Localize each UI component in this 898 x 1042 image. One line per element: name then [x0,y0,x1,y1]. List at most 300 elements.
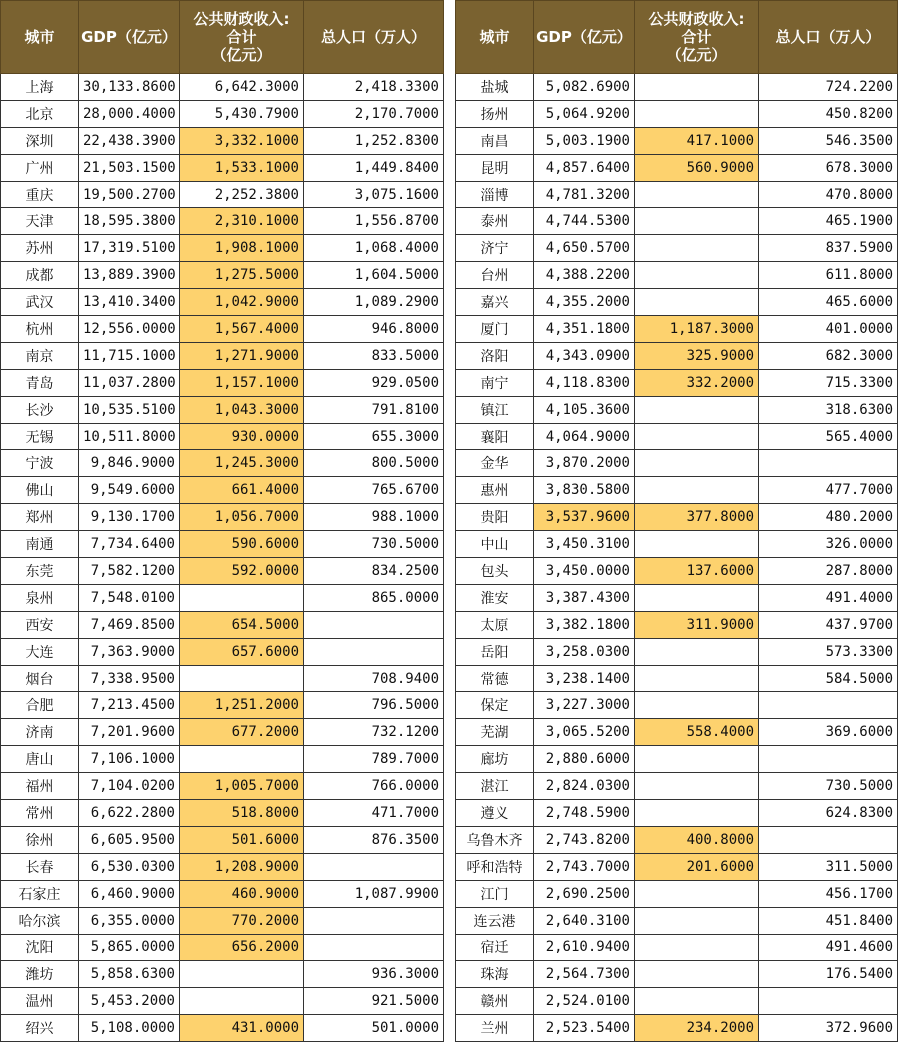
cell-city: 呼和浩特 [456,853,534,880]
cell-population: 491.4600 [759,934,898,961]
cell-population: 1,556.8700 [304,208,444,235]
table-row [1,369,444,396]
cell-population: 678.3000 [759,154,898,181]
cell-city: 福州 [1,773,79,800]
cell-city: 深圳 [1,127,79,154]
cell-revenue: 590.6000 [180,531,304,558]
table-header-row [456,1,898,74]
table-row [456,880,898,907]
cell-gdp: 12,556.0000 [79,316,180,343]
cell-population: 988.1000 [304,504,444,531]
cell-revenue [635,100,759,127]
table-body-left [1,74,444,1042]
cell-gdp: 7,201.9600 [79,719,180,746]
cell-revenue: 311.9000 [635,611,759,638]
cell-population [759,450,898,477]
cell-city: 南通 [1,531,79,558]
cell-population: 546.3500 [759,127,898,154]
cell-revenue [635,880,759,907]
cell-revenue: 1,908.1000 [180,235,304,262]
cell-population [304,638,444,665]
cell-gdp: 4,064.9000 [534,423,635,450]
table-row [1,853,444,880]
cell-revenue [635,934,759,961]
table-row [1,504,444,531]
cell-city: 合肥 [1,692,79,719]
cell-gdp: 3,450.3100 [534,531,635,558]
cell-population: 501.0000 [304,1015,444,1042]
cell-gdp: 2,524.0100 [534,988,635,1015]
table-row [456,369,898,396]
cell-city: 洛阳 [456,342,534,369]
cell-population: 2,418.3300 [304,74,444,101]
table-row [1,907,444,934]
cell-population: 796.5000 [304,692,444,719]
cell-population: 837.5900 [759,235,898,262]
cell-population: 1,087.9900 [304,880,444,907]
cell-revenue [635,746,759,773]
cell-city: 长春 [1,853,79,880]
cell-population: 491.4000 [759,584,898,611]
cell-city: 郑州 [1,504,79,531]
cell-population: 565.4000 [759,423,898,450]
cell-revenue: 1,042.9000 [180,289,304,316]
cell-revenue [635,450,759,477]
table-row [456,235,898,262]
cell-population: 401.0000 [759,316,898,343]
cell-population: 865.0000 [304,584,444,611]
cell-population: 624.8300 [759,800,898,827]
cell-gdp: 3,065.5200 [534,719,635,746]
cell-revenue [635,235,759,262]
cell-gdp: 11,037.2800 [79,369,180,396]
cell-population: 318.6300 [759,396,898,423]
cell-gdp: 7,469.8500 [79,611,180,638]
cell-gdp: 17,319.5100 [79,235,180,262]
cell-revenue: 656.2000 [180,934,304,961]
cell-revenue [635,531,759,558]
cell-gdp: 28,000.4000 [79,100,180,127]
cell-city: 武汉 [1,289,79,316]
cell-population: 176.5400 [759,961,898,988]
cell-revenue [180,988,304,1015]
cell-gdp: 2,610.9400 [534,934,635,961]
cell-population: 372.9600 [759,1015,898,1042]
cell-revenue [635,74,759,101]
cell-revenue: 1,251.2000 [180,692,304,719]
table-row [456,531,898,558]
cell-revenue: 770.2000 [180,907,304,934]
table-row [1,692,444,719]
table-row [1,800,444,827]
cell-population: 1,068.4000 [304,235,444,262]
cell-population: 450.8200 [759,100,898,127]
cell-gdp: 4,744.5300 [534,208,635,235]
cell-revenue: 1,275.5000 [180,262,304,289]
cell-revenue [635,800,759,827]
cell-population: 477.7000 [759,477,898,504]
header-city: 城市 [1,1,79,74]
cell-gdp: 5,453.2000 [79,988,180,1015]
table-row [1,665,444,692]
cell-city: 杭州 [1,316,79,343]
table-row [456,477,898,504]
table-row [1,719,444,746]
table-row [1,746,444,773]
table-row [1,154,444,181]
cell-revenue: 400.8000 [635,826,759,853]
cell-revenue: 2,252.3800 [180,181,304,208]
cell-revenue: 1,157.1000 [180,369,304,396]
cell-population: 326.0000 [759,531,898,558]
cell-revenue: 1,567.4000 [180,316,304,343]
cell-gdp: 5,082.6900 [534,74,635,101]
cell-revenue: 657.6000 [180,638,304,665]
cell-population: 682.3000 [759,342,898,369]
cell-revenue: 558.4000 [635,719,759,746]
cell-city: 烟台 [1,665,79,692]
cell-revenue [635,477,759,504]
cell-gdp: 3,382.1800 [534,611,635,638]
cell-population: 287.8000 [759,558,898,585]
cell-revenue: 417.1000 [635,127,759,154]
table-row [1,235,444,262]
table-row [1,262,444,289]
cell-revenue [635,961,759,988]
cell-revenue: 930.0000 [180,423,304,450]
cell-revenue: 592.0000 [180,558,304,585]
cell-population: 655.3000 [304,423,444,450]
cell-gdp: 6,355.0000 [79,907,180,934]
cell-population: 1,089.2900 [304,289,444,316]
cell-population: 465.6000 [759,289,898,316]
cell-city: 嘉兴 [456,289,534,316]
cell-population [304,907,444,934]
cell-population [759,692,898,719]
cell-revenue [635,181,759,208]
cell-population: 876.3500 [304,826,444,853]
table-row [1,450,444,477]
table-row [1,638,444,665]
cell-city: 盐城 [456,74,534,101]
cell-city: 徐州 [1,826,79,853]
table-body-right [456,74,898,1042]
cell-city: 南京 [1,342,79,369]
cell-revenue [180,746,304,773]
cell-gdp: 21,503.1500 [79,154,180,181]
table-row [456,100,898,127]
cell-city: 哈尔滨 [1,907,79,934]
cell-revenue [635,262,759,289]
cell-city: 湛江 [456,773,534,800]
cell-gdp: 2,743.8200 [534,826,635,853]
cell-gdp: 13,410.3400 [79,289,180,316]
table-row [456,450,898,477]
cell-gdp: 7,582.1200 [79,558,180,585]
table-row [456,342,898,369]
table-row [1,584,444,611]
table-row [456,826,898,853]
cell-gdp: 18,595.3800 [79,208,180,235]
cell-population: 465.1900 [759,208,898,235]
cell-gdp: 5,064.9200 [534,100,635,127]
cell-population: 936.3000 [304,961,444,988]
table-row [456,396,898,423]
table-row [456,154,898,181]
cell-revenue: 677.2000 [180,719,304,746]
cell-city: 沈阳 [1,934,79,961]
cell-revenue: 1,005.7000 [180,773,304,800]
table-row [456,289,898,316]
cell-population: 584.5000 [759,665,898,692]
cell-revenue [635,423,759,450]
cell-city: 南宁 [456,369,534,396]
table-row [1,826,444,853]
cell-population: 724.2200 [759,74,898,101]
cell-gdp: 5,003.1900 [534,127,635,154]
cell-gdp: 5,858.6300 [79,961,180,988]
cell-city: 无锡 [1,423,79,450]
table-row [456,74,898,101]
cell-revenue: 1,208.9000 [180,853,304,880]
cell-city: 宁波 [1,450,79,477]
table-row [1,477,444,504]
cell-population [759,988,898,1015]
cell-population: 833.5000 [304,342,444,369]
table-row [456,800,898,827]
cell-revenue: 661.4000 [180,477,304,504]
cell-city: 佛山 [1,477,79,504]
table-row [456,961,898,988]
header-city: 城市 [456,1,534,74]
header-gdp: GDP（亿元） [534,1,635,74]
cell-gdp: 3,870.2000 [534,450,635,477]
cell-gdp: 30,133.8600 [79,74,180,101]
cell-gdp: 6,622.2800 [79,800,180,827]
cell-city: 唐山 [1,746,79,773]
cell-gdp: 4,857.6400 [534,154,635,181]
cell-revenue: 501.6000 [180,826,304,853]
cell-revenue: 5,430.7900 [180,100,304,127]
city-data-table-right [455,0,898,1042]
cell-population: 573.3300 [759,638,898,665]
cell-revenue: 1,245.3000 [180,450,304,477]
cell-revenue: 234.2000 [635,1015,759,1042]
cell-gdp: 9,549.6000 [79,477,180,504]
cell-city: 广州 [1,154,79,181]
cell-gdp: 2,640.3100 [534,907,635,934]
cell-population: 730.5000 [304,531,444,558]
cell-gdp: 2,824.0300 [534,773,635,800]
cell-revenue: 377.8000 [635,504,759,531]
left-table-panel [0,0,444,1042]
cell-gdp: 3,450.0000 [534,558,635,585]
cell-gdp: 7,734.6400 [79,531,180,558]
cell-city: 金华 [456,450,534,477]
cell-city: 成都 [1,262,79,289]
cell-city: 石家庄 [1,880,79,907]
cell-population: 470.8000 [759,181,898,208]
cell-gdp: 2,523.5400 [534,1015,635,1042]
cell-gdp: 4,105.3600 [534,396,635,423]
cell-city: 重庆 [1,181,79,208]
cell-city: 芜湖 [456,719,534,746]
cell-city: 天津 [1,208,79,235]
table-row [456,638,898,665]
cell-gdp: 3,238.1400 [534,665,635,692]
cell-revenue: 201.6000 [635,853,759,880]
cell-population [304,934,444,961]
cell-city: 包头 [456,558,534,585]
table-row [1,1015,444,1042]
cell-revenue: 137.6000 [635,558,759,585]
table-row [456,208,898,235]
table-row [456,934,898,961]
cell-city: 长沙 [1,396,79,423]
cell-revenue: 325.9000 [635,342,759,369]
header-revenue: 公共财政收入: 合计 （亿元） [635,1,759,74]
table-row [1,988,444,1015]
cell-gdp: 13,889.3900 [79,262,180,289]
cell-gdp: 4,650.5700 [534,235,635,262]
cell-city: 岳阳 [456,638,534,665]
table-row [1,181,444,208]
cell-gdp: 3,227.3000 [534,692,635,719]
cell-revenue [635,289,759,316]
cell-gdp: 10,535.5100 [79,396,180,423]
cell-city: 扬州 [456,100,534,127]
table-row [456,504,898,531]
cell-city: 淮安 [456,584,534,611]
cell-gdp: 10,511.8000 [79,423,180,450]
cell-population: 834.2500 [304,558,444,585]
header-population: 总人口（万人） [759,1,898,74]
table-row [1,531,444,558]
cell-population: 369.6000 [759,719,898,746]
cell-population: 946.8000 [304,316,444,343]
cell-gdp: 7,213.4500 [79,692,180,719]
cell-revenue: 654.5000 [180,611,304,638]
cell-revenue [180,961,304,988]
cell-city: 常州 [1,800,79,827]
cell-revenue [635,396,759,423]
cell-gdp: 5,108.0000 [79,1015,180,1042]
table-row [456,719,898,746]
cell-city: 温州 [1,988,79,1015]
cell-gdp: 7,548.0100 [79,584,180,611]
cell-city: 襄阳 [456,423,534,450]
table-row [456,316,898,343]
cell-city: 厦门 [456,316,534,343]
table-row [1,127,444,154]
table-row [1,316,444,343]
cell-gdp: 2,748.5900 [534,800,635,827]
cell-revenue: 460.9000 [180,880,304,907]
cell-population [759,746,898,773]
cell-gdp: 4,781.3200 [534,181,635,208]
table-row [456,773,898,800]
cell-city: 廊坊 [456,746,534,773]
cell-revenue: 560.9000 [635,154,759,181]
cell-city: 中山 [456,531,534,558]
cell-gdp: 9,130.1700 [79,504,180,531]
table-row [1,342,444,369]
cell-city: 上海 [1,74,79,101]
cell-gdp: 9,846.9000 [79,450,180,477]
table-row [456,746,898,773]
table-row [1,289,444,316]
cell-population: 765.6700 [304,477,444,504]
cell-population: 789.7000 [304,746,444,773]
table-row [1,961,444,988]
cell-revenue: 6,642.3000 [180,74,304,101]
cell-city: 赣州 [456,988,534,1015]
cell-revenue [635,208,759,235]
cell-gdp: 22,438.3900 [79,127,180,154]
cell-city: 镇江 [456,396,534,423]
cell-gdp: 11,715.1000 [79,342,180,369]
cell-city: 遵义 [456,800,534,827]
cell-city: 保定 [456,692,534,719]
table-row [1,423,444,450]
cell-gdp: 6,530.0300 [79,853,180,880]
table-row [456,181,898,208]
cell-revenue [635,665,759,692]
cell-population: 480.2000 [759,504,898,531]
cell-revenue: 1,043.3000 [180,396,304,423]
cell-revenue [180,665,304,692]
table-row [1,396,444,423]
cell-city: 珠海 [456,961,534,988]
cell-gdp: 4,343.0900 [534,342,635,369]
cell-city: 宿迁 [456,934,534,961]
cell-city: 台州 [456,262,534,289]
cell-population: 800.5000 [304,450,444,477]
cell-city: 南昌 [456,127,534,154]
table-row [1,74,444,101]
cell-gdp: 3,830.5800 [534,477,635,504]
cell-population: 311.5000 [759,853,898,880]
table-row [1,773,444,800]
cell-gdp: 7,338.9500 [79,665,180,692]
cell-population: 921.5000 [304,988,444,1015]
cell-gdp: 4,118.8300 [534,369,635,396]
table-row [456,584,898,611]
header-gdp: GDP（亿元） [79,1,180,74]
cell-gdp: 2,690.2500 [534,880,635,907]
cell-city: 兰州 [456,1015,534,1042]
cell-revenue: 1,056.7000 [180,504,304,531]
cell-city: 绍兴 [1,1015,79,1042]
cell-city: 北京 [1,100,79,127]
cell-gdp: 3,258.0300 [534,638,635,665]
cell-city: 江门 [456,880,534,907]
cell-revenue [635,692,759,719]
cell-revenue [635,773,759,800]
cell-city: 常德 [456,665,534,692]
cell-gdp: 7,104.0200 [79,773,180,800]
cell-city: 西安 [1,611,79,638]
cell-revenue: 1,187.3000 [635,316,759,343]
table-row [1,934,444,961]
table-row [456,853,898,880]
cell-gdp: 7,106.1000 [79,746,180,773]
cell-revenue [635,584,759,611]
cell-gdp: 2,880.6000 [534,746,635,773]
cell-revenue [635,638,759,665]
cell-gdp: 5,865.0000 [79,934,180,961]
cell-population: 437.9700 [759,611,898,638]
